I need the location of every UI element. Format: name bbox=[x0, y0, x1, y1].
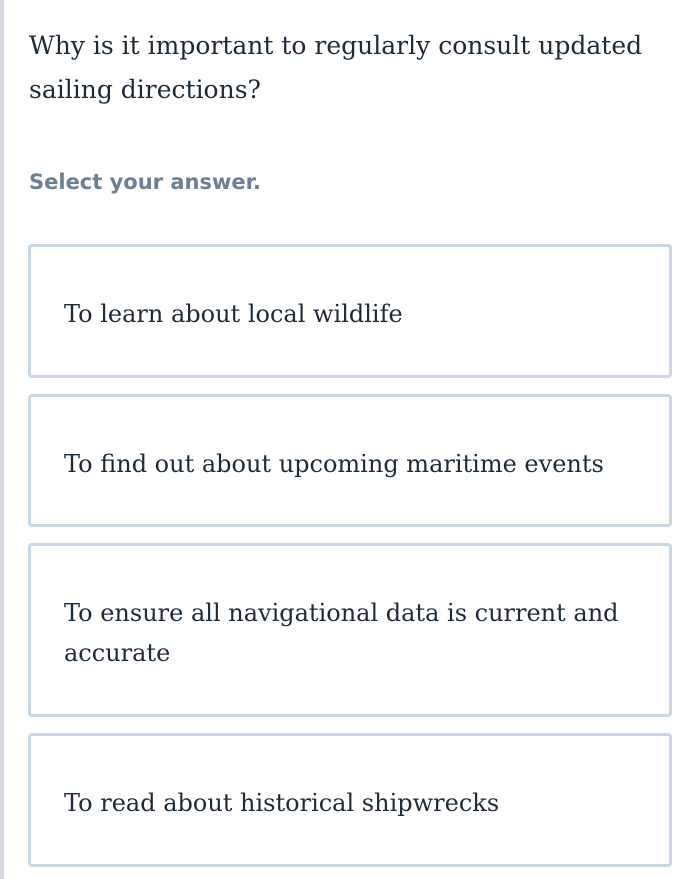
answer-options bbox=[28, 244, 672, 879]
answer-option-4[interactable] bbox=[28, 733, 672, 867]
answer-option-label: To find out about upcoming maritime events bbox=[64, 450, 604, 478]
answer-option-label: To ensure all navigational data is current and accurate bbox=[64, 599, 619, 667]
answer-option-3[interactable] bbox=[28, 543, 672, 717]
left-edge-divider bbox=[0, 0, 4, 879]
answer-instruction: Select your answer. bbox=[29, 170, 261, 194]
question-text: Why is it important to regularly consult updated sailing directions? bbox=[29, 31, 643, 104]
answer-option-2[interactable] bbox=[28, 394, 672, 527]
answer-option-label: To read about historical shipwrecks bbox=[64, 789, 500, 817]
answer-option-1[interactable] bbox=[28, 244, 672, 378]
answer-option-label: To learn about local wildlife bbox=[64, 300, 403, 328]
